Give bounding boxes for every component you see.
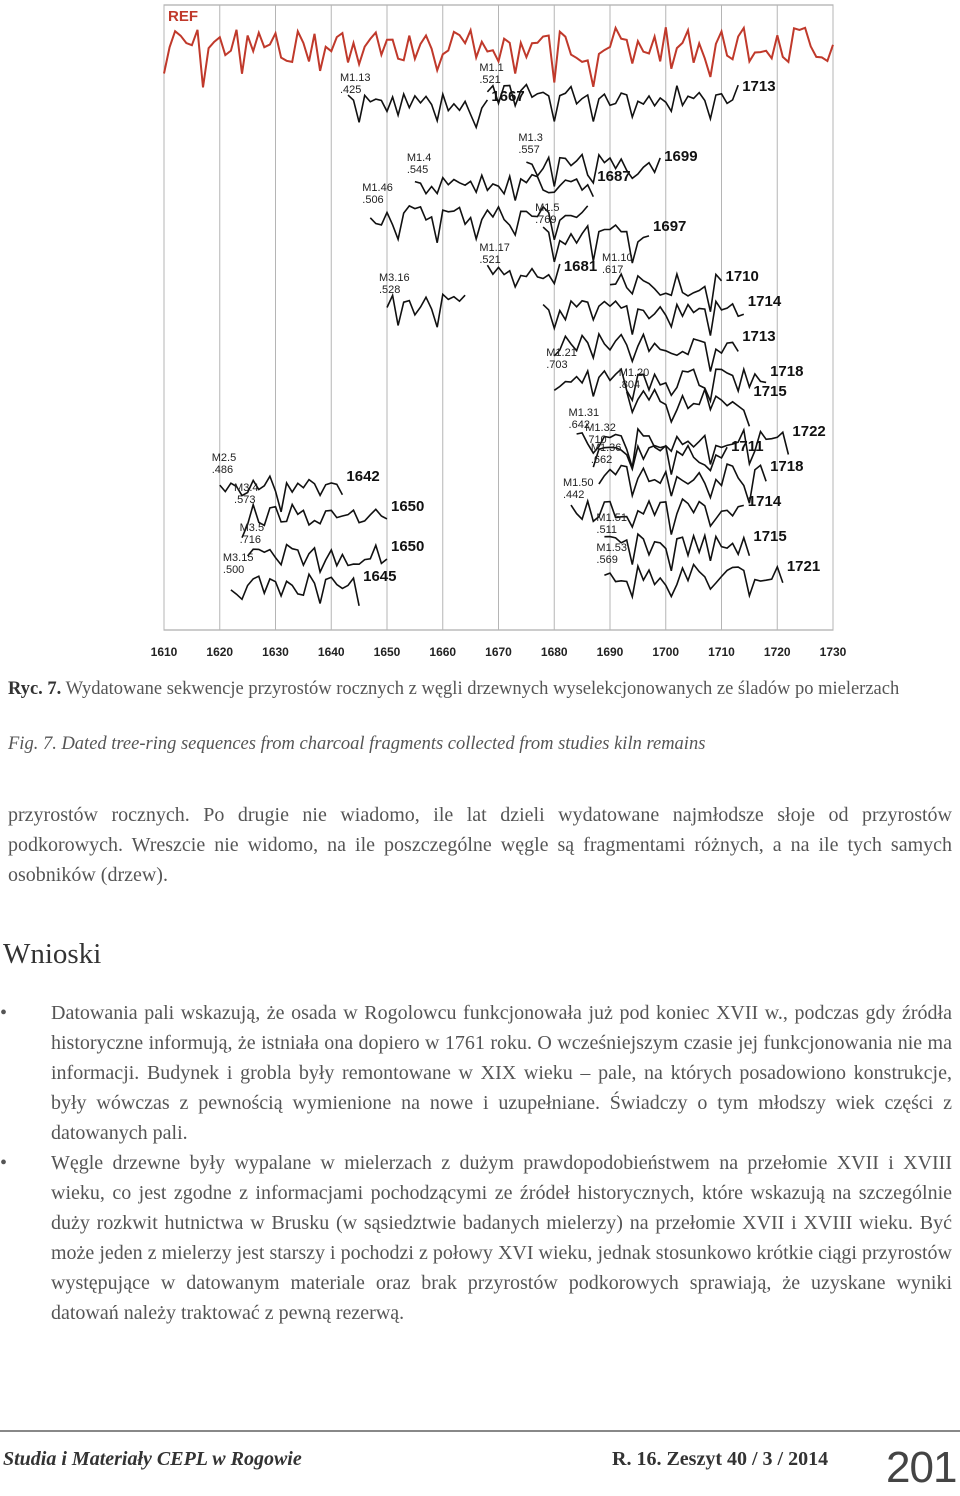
x-tick-label: 1690 (596, 645, 624, 659)
series-code-label: M1.21 (546, 347, 577, 359)
series-code-label: M1.46 (362, 182, 393, 194)
series-end-year-label: 1721 (786, 558, 821, 575)
reference-series-label: REF (168, 8, 198, 25)
series-line (348, 94, 487, 127)
series-code-label: M1.20 (618, 367, 650, 379)
x-tick-label: 1670 (485, 645, 512, 659)
series-corr-label: .521 (479, 74, 501, 86)
series-code-label: M1.17 (479, 242, 510, 254)
x-tick-label: 1610 (150, 645, 178, 659)
series-corr-label: .569 (596, 554, 618, 566)
series-end-year-label: 1722 (792, 423, 826, 440)
series-code-label: M1.31 (568, 407, 600, 419)
conclusion-text: Węgle drzewne były wypalane w mielerzach z dużym prawdopodobieństwem na przełomie XVII i XVIII wieku, co jest zgodne z informacjami pochodzącymi ze źródeł historycznych, które wskazują na szczególnie duży rozkwit hutnictwa w Brusku (w sąsiedztwie badanych mielerzy) na przełomie XVII i XVIII wieku. Być może jeden z mielerzy jest starszy i pochodzi z połowy XVI wieku, jednak stosunkowo krótkie ciągi przyrostów występujące w datowanym materiale oraz brak przyrostów podkorowych sprawiają, że uzyskane wyniki datowań należy traktować z pewną rezerwą. (51, 1152, 952, 1324)
x-tick-label: 1700 (652, 645, 680, 659)
page-number: 201 (886, 1443, 957, 1492)
series-code-label: M1.51 (596, 512, 628, 524)
x-tick-label: 1620 (206, 645, 234, 659)
series-corr-label: .804 (618, 379, 641, 391)
series-corr-label: .617 (602, 264, 624, 276)
x-tick-label: 1710 (708, 645, 735, 659)
series-line (526, 155, 660, 187)
x-tick-label: 1730 (819, 645, 847, 659)
series-corr-label: .716 (239, 534, 262, 546)
series-code-label: M1.4 (406, 152, 432, 164)
series-end-year-label: 1650 (391, 498, 425, 515)
x-tick-label: 1660 (429, 645, 457, 659)
series-end-year-label: 1667 (491, 88, 525, 105)
series-code-label: M1.10 (602, 252, 633, 264)
tree-ring-chart (150, 0, 850, 665)
series-end-year-label: 1642 (346, 468, 380, 485)
series-code-label: M1.32 (585, 422, 616, 434)
series-corr-label: .662 (590, 454, 613, 466)
figure-caption-pl-text: Wydatowane sekwencje przyrostów rocznych z węgli drzewnych wyselekcjonowanych ze śladów po mielerzach (61, 679, 900, 699)
intro-paragraph: przyrostów rocznych. Po drugie nie wiadomo, ile lat dzieli wydatowane najmłodsze słoje od przyrostów podkorowych. Wreszcie nie widomo, na ile poszczególne węgle są fragmentami różnych, a na ile tych samych osobników (drzew). (8, 804, 952, 886)
series-line (604, 565, 782, 597)
series-line (543, 301, 744, 336)
series-corr-label: .642 (568, 419, 590, 431)
series-code-label: M3.5 (239, 522, 265, 534)
bullet-icon: • (0, 1152, 8, 1174)
series-end-year-label: 1718 (770, 363, 804, 380)
series-code-label: M1.1 (479, 62, 504, 74)
series-end-year-label: 1681 (563, 258, 598, 275)
series-line (627, 389, 750, 426)
conclusion-item (0, 998, 952, 1148)
series-end-year-label: 1699 (664, 148, 698, 165)
figure-caption-pl (8, 676, 958, 703)
series-code-label: M3.15 (222, 552, 254, 564)
series-line (487, 85, 738, 122)
series-end-year-label: 1713 (742, 328, 776, 345)
series-corr-label: .425 (339, 84, 362, 96)
series-end-year-label: 1645 (363, 568, 397, 585)
series-corr-label: .545 (406, 164, 429, 176)
series-end-year-label: 1710 (725, 268, 759, 285)
series-code-label: M1.13 (339, 72, 371, 84)
footer-divider (0, 1430, 960, 1432)
series-corr-label: .769 (535, 214, 557, 226)
bullet-icon: • (0, 1002, 8, 1024)
series-corr-label: .703 (546, 359, 568, 371)
series-corr-label: .486 (211, 464, 234, 476)
x-tick-label: 1640 (317, 645, 345, 659)
series-code-label: M3.16 (379, 272, 410, 284)
series-code-label: M1.3 (518, 132, 543, 144)
series-end-year-label: 1715 (753, 383, 787, 400)
x-tick-label: 1630 (262, 645, 289, 659)
series-corr-label: .573 (234, 494, 256, 506)
series-line (554, 369, 766, 401)
series-end-year-label: 1711 (731, 438, 764, 455)
issue-info: R. 16. Zeszyt 40 / 3 / 2014 (612, 1448, 829, 1470)
series-code-label: M1.50 (562, 477, 594, 489)
figure-caption-prefix: Ryc. 7. (8, 679, 62, 699)
x-tick-label: 1650 (373, 645, 401, 659)
series-end-year-label: 1718 (770, 458, 804, 475)
series-line (554, 334, 738, 372)
x-tick-label: 1720 (763, 645, 791, 659)
series-end-year-label: 1715 (753, 528, 787, 545)
series-line (231, 574, 359, 606)
series-line (599, 464, 766, 503)
series-corr-label: .557 (518, 144, 540, 156)
series-corr-label: .506 (362, 194, 384, 206)
series-end-year-label: 1714 (747, 293, 782, 310)
series-corr-label: .500 (222, 564, 245, 576)
series-code-label: M1.36 (590, 442, 622, 454)
series-code-label: M3.4 (234, 482, 259, 494)
series-end-year-label: 1650 (391, 538, 425, 555)
series-corr-label: .710 (585, 434, 607, 446)
conclusion-text: Datowania pali wskazują, że osada w Rogolowcu funkcjonowała już pod koniec XVII w., podczas gdy źródła historyczne informują, że istniała ona dopiero w 1761 roku. O wcześniejszym czasie jej funkcjonowania nie ma informacji. Budynek i grobla były remontowane w XIX wieku – pale, na których posadowiono konstrukcje, były wówczas z pewnością wymienione na nowe i uzupełniane. Świadczy o tym młodszy wiek części z datowanych pali. (51, 1002, 952, 1144)
journal-name: Studia i Materiały CEPL w Rogowie (3, 1448, 302, 1470)
x-tick-label: 1680 (540, 645, 568, 659)
series-code-label: M1.5 (535, 202, 560, 214)
series-corr-label: .521 (479, 254, 501, 266)
figure-caption-en: Fig. 7. Dated tree-ring sequences from charcoal fragments collected from studies kiln remains (8, 734, 706, 754)
series-corr-label: .442 (562, 489, 585, 501)
series-code-label: M1.53 (596, 542, 628, 554)
series-code-label: M2.5 (211, 452, 237, 464)
conclusions-list (0, 998, 952, 1328)
series-line (387, 294, 465, 327)
section-heading: Wnioski (3, 938, 102, 970)
series-end-year-label: 1697 (653, 218, 687, 235)
series-end-year-label: 1714 (747, 493, 782, 510)
series-end-year-label: 1687 (597, 168, 631, 185)
series-end-year-label: 1713 (742, 78, 776, 95)
conclusion-item (0, 1148, 952, 1328)
series-corr-label: .511 (596, 524, 618, 536)
series-line (415, 175, 593, 201)
series-corr-label: .528 (379, 284, 401, 296)
